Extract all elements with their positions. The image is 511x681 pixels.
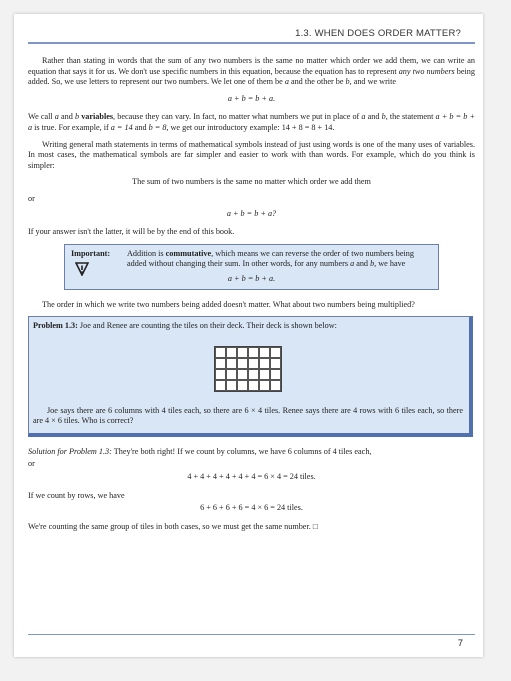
warning-triangle-icon bbox=[75, 262, 89, 276]
paragraph-variables: We call a and b variables, because they can vary. In fact, no matter what numbers we put in place of a and b, the statement a + b = b + a is true. For example, if a = 14 and b = 8, we get our introductory example: 14 + 8 = 8 + 14. bbox=[28, 112, 476, 132]
paragraph-answer: If your answer isn't the latter, it will be by the end of this book. bbox=[28, 227, 235, 237]
tile-cell bbox=[259, 369, 270, 380]
solution-intro: Solution for Problem 1.3: They're both right! If we count by columns, we have 6 columns of 4 tiles each, bbox=[28, 446, 372, 456]
deck-figure bbox=[33, 346, 463, 392]
problem-question: Joe says there are 6 columns with 4 tiles each, so there are 6 × 4 tiles. Renee says there are 4 rows with 6 tiles each, so there are 4 × 6 tiles. Who is correct? bbox=[33, 405, 463, 426]
problem-box bbox=[28, 316, 473, 437]
equation-columns: 4 + 4 + 4 + 4 + 4 + 4 = 6 × 4 = 24 tiles. bbox=[187, 472, 316, 482]
paragraph-equation-intro: Rather than stating in words that the sum of any two numbers is the same no matter which order we add them, we can write an equation that says it for us. We don't use specific numbers in this equation, because the equation has to represent any two numbers being added. So, we use letters to represent our two numbers. We let one of them be a and the other be b, and we write bbox=[28, 56, 475, 87]
equation-question: a + b = b + a? bbox=[226, 208, 277, 218]
solution-conclusion: We're counting the same group of tiles in both cases, so we must get the same number. □ bbox=[28, 521, 318, 531]
tile-cell bbox=[270, 369, 281, 380]
important-label: Important: bbox=[71, 248, 111, 258]
term-variables: variables bbox=[81, 112, 114, 122]
tile-cell bbox=[237, 369, 248, 380]
sentence-words: The sum of two numbers is the same no matter which order we add them bbox=[132, 177, 371, 187]
header-rule bbox=[28, 42, 475, 44]
paragraph-multiplication: The order in which we write two numbers being added doesn't matter. What about two numbers being multiplied? bbox=[42, 299, 415, 309]
tile-grid bbox=[214, 346, 282, 392]
tile-cell bbox=[226, 347, 237, 358]
important-text: Addition is commutative, which means we can reverse the order of two numbers being added without changing their sum. In other words, for any numbers a and b, we have bbox=[127, 248, 414, 269]
tile-cell bbox=[248, 380, 259, 391]
page-body bbox=[28, 56, 475, 538]
tile-cell bbox=[259, 380, 270, 391]
book-page bbox=[14, 14, 483, 657]
tile-cell bbox=[248, 369, 259, 380]
or-label: or bbox=[28, 193, 35, 203]
solution-or: or bbox=[28, 459, 35, 469]
tile-cell bbox=[237, 347, 248, 358]
tile-cell bbox=[226, 380, 237, 391]
tile-cell bbox=[270, 358, 281, 369]
tile-cell bbox=[226, 369, 237, 380]
problem-statement: Problem 1.3: Joe and Renee are counting the tiles on their deck. Their deck is shown below: bbox=[33, 321, 337, 331]
tile-cell bbox=[270, 380, 281, 391]
tile-cell bbox=[215, 347, 226, 358]
important-box bbox=[64, 244, 439, 290]
solution-label: Solution for Problem 1.3: bbox=[28, 446, 112, 456]
tile-cell bbox=[215, 358, 226, 369]
paragraph-symbols: Writing general math statements in terms of mathematical symbols instead of just using words is one of the many uses of variables. In most cases, the mathematical symbols are far simpler and easier to work with than words. For example, which do you think is simpler: bbox=[28, 139, 475, 170]
page-number: 7 bbox=[457, 638, 463, 649]
section-header: 1.3. WHEN DOES ORDER MATTER? bbox=[295, 28, 461, 39]
term-commutative: commutative bbox=[165, 248, 212, 258]
tile-cell bbox=[215, 369, 226, 380]
tile-cell bbox=[270, 347, 281, 358]
qed-square-icon: □ bbox=[312, 521, 318, 531]
tile-cell bbox=[248, 347, 259, 358]
tile-cell bbox=[259, 347, 270, 358]
tile-cell bbox=[237, 380, 248, 391]
tile-cell bbox=[215, 380, 226, 391]
tile-cell bbox=[248, 358, 259, 369]
problem-label: Problem 1.3: bbox=[33, 321, 78, 331]
solution-rows-intro: If we count by rows, we have bbox=[28, 490, 125, 500]
important-equation: a + b = b + a. bbox=[227, 273, 276, 283]
tile-cell bbox=[259, 358, 270, 369]
tile-cell bbox=[226, 358, 237, 369]
tile-cell bbox=[237, 358, 248, 369]
equation-commutative: a + b = b + a. bbox=[227, 93, 276, 103]
footer-rule bbox=[28, 634, 475, 635]
equation-rows: 6 + 6 + 6 + 6 = 4 × 6 = 24 tiles. bbox=[200, 503, 303, 513]
